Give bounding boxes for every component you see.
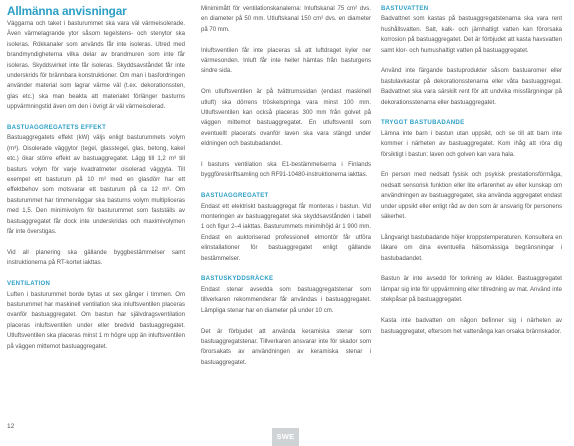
vent-minimum-paragraph: Minimimått för ventilationskanalerna: Inluftskanal 75 cm² dvs. en diameter på 50 mm. Utluftskanal 150 cm² dvs. en diameter på 70 mm. — [201, 6, 371, 33]
section-heading-safe-bathing: TRYGGT BASTUBADANDE — [381, 120, 465, 127]
ventilation-paragraph: Luften i basturummet borde bytas ut sex gånger i timmen. Om basturummet har maskinell ventilation ska inluftsventilen placeras ovanför bastuaggregatet. Om bastun har självdragsventilation placeras inluftsventilen under eller bredvid bastuaggregatet. Utluftsventilen ska placeras minst 1 m högre upp än inluftsventilen på väggen mittemot bastuaggregatet. — [7, 291, 185, 350]
safe-bathing-paragraph-1: Lämna inte barn i bastun utan uppsikt, och se till att barn inte kommer i närheten av bastuaggregatet. Kom ihåg att röra dig försiktigt i bastun: laven och golven kan vara hala. — [381, 130, 562, 158]
section-heading-heater: BASTUAGGREGATET — [201, 193, 269, 200]
vent-regulations-paragraph: I bastuns ventilation ska E1-bestämmelserna i Finlands byggföreskriftsamling och RF91-10480-instruktionerna iakttas. — [201, 162, 371, 179]
heater-placement-paragraph: Endast ett elektriskt bastuaggregat får monteras i bastun. Vid monteringen av bastuaggregatet ska skyddsavstånden i tabell 1 och figur 2–4 iakttas. Basturummets minimihöjd är 1 900 mm. Endast en auktoriserad professionell elmontör får utföra elinstallationer för bastuaggregatet enligt gällande bestämmelser. — [201, 203, 371, 262]
intro-paragraph: Väggarna och taket i basturummet ska vara väl värmeisolerade. Även värmelagrande ytor såsom tegelstens- och stenytor ska isoleras. Rökkanaler som används får inte isoleras. Utred med brandmyndigheterna vilka delar av brandmuren som inte får isoleras. Skyddsvirket inte får isoleras. Skyddsavståndet får inte underskrids för brännbara konstruktioner. Om man i basfordringen använder material som lagrar värme väl (t.ex. dekorationssten, glas etc.) ska man beakta att materialet förlänger basturns uppvärmningstid även om den i övrigt är väl värmeisolerad. — [7, 21, 185, 111]
safe-bathing-paragraph-2: En person med nedsatt fysisk och psykisk prestationsförmåga, nedsatt sensorisk funktion eller lite erfarenhet av eller kunskap om användningen av bastuaggregatet, ska använda aggregatet endast under uppsikt eller enligt råd av den som är ansvarig för personens säkerhet. — [381, 172, 562, 221]
language-tab: SWE — [272, 428, 299, 446]
safe-bathing-paragraph-3: Långvarigt bastubadande höjer kroppstemperaturen. Konsultera en läkare om dina eventuella hälsomässiga begränsningar i bastubadandet. — [381, 234, 562, 262]
heater-output-paragraph: Bastuaggregatets effekt (kW) väljs enligt basturummets volym (m³). Oisolerade väggytor (tegel, glasstegel, glas, betong, kakel etc.) ökar större effekt av bastuaggregatet. Lägg till 1,2 m³ till basturs volym för varje kvadratmeter oisolerad väggyta. Till exempel ett basturum på 10 m³ med en glasdörr har ett effektbehov som motsvarar ett basturum på ca 12 m³. Om basturummet har timmerväggar ska basturns volym multipliceras med 1,5. Den minimivolym för basturummet som fastställs av bastuaggregatet får dock inte underskridas och maximivolymen får inte överstigas. — [7, 135, 185, 236]
safe-bathing-paragraph-4: Bastun är inte avsedd för torkning av kläder. Bastuaggregatet lämpar sig inte för uppvärmning eller tillredning av mat. Använd inte stekpåsar på bastuaggregatet. — [381, 276, 562, 304]
ceramic-stones-paragraph: Det är förbjudet att använda keramiska stenar som bastuaggregatstenar. Tillverkaren ansvarar inte för skador som förorsakats av användningen av keramiska stenar i bastuaggregatet. — [201, 328, 371, 366]
vent-floor-paragraph: Inluftsventilen får inte placeras så att luftdraget kyler ner värmesonden. Inluft får inte heller hämtas från basturgens sindre sida. — [201, 47, 371, 75]
section-heading-sauna-water: BASTUVATTEN — [381, 6, 429, 12]
section-heading-guard-rail: BASTUSKYDDSRÄCKE — [201, 276, 274, 283]
sauna-water-paragraph-1: Badvattnet som kastas på bastuaggregatstenarna ska vara rent hushållsvatten. Salt, kalk- och järnhaltigt vatten kan förorsaka korrosion på bastuaggregatet. Det är förbjudet att kasta havsvatten samt klor- och humushaltigt vatten på bastuaggregatet. — [381, 16, 562, 54]
column-3 — [381, 4, 562, 337]
section-heading-ventilation: VENTILATION — [7, 281, 51, 288]
column-1 — [7, 4, 185, 352]
section-heading-heater-output: BASTUAGGREGATETS EFFEKT — [7, 125, 107, 132]
safe-bathing-paragraph-5: Kasta inte badvatten om någon befinner sig i närheten av bastuaggregatet, eftersom het vattenånga kan orsaka brännskador. — [381, 318, 562, 335]
building-regulations-paragraph: Vid all planering ska gällande byggbestämmelser samt instruktionerna på RT-kortet iakttas. — [7, 249, 185, 267]
page-title: Allmänna anvisningar — [7, 4, 127, 18]
vent-washroom-paragraph: Om utluftsventilen är på tvättrumssidan (endast maskinell utluft) ska dörrens tröskelspringa vara minst 100 mm. Utluftsventilen kan också placeras 300 mm från golvet på väggen mittemot bastuaggregatet. En utluftsventil som eventuellt placerats ovanför laven ska vara stängd under eldningen och bastubadandet. — [201, 89, 371, 148]
page-number: 12 — [7, 423, 15, 430]
guard-rail-paragraph: Endast stenar avsedda som bastuaggregatstenar som tillverkaren rekommenderar får användas i bastuaggregatet. Lämpliga stenar har en diameter på under 10 cm. — [201, 286, 371, 314]
sauna-water-paragraph-2: Använd inte färgande bastuprodukter såsom bastuaromer eller bastulavkastar på dekorationsstenarna eller våta bastuaggregat. Badvattnet ska vara särskilt rent för att undvika missfärgningar på dekorationsstenarna eller bastuaggregatet. — [381, 68, 562, 106]
column-2 — [201, 4, 371, 368]
